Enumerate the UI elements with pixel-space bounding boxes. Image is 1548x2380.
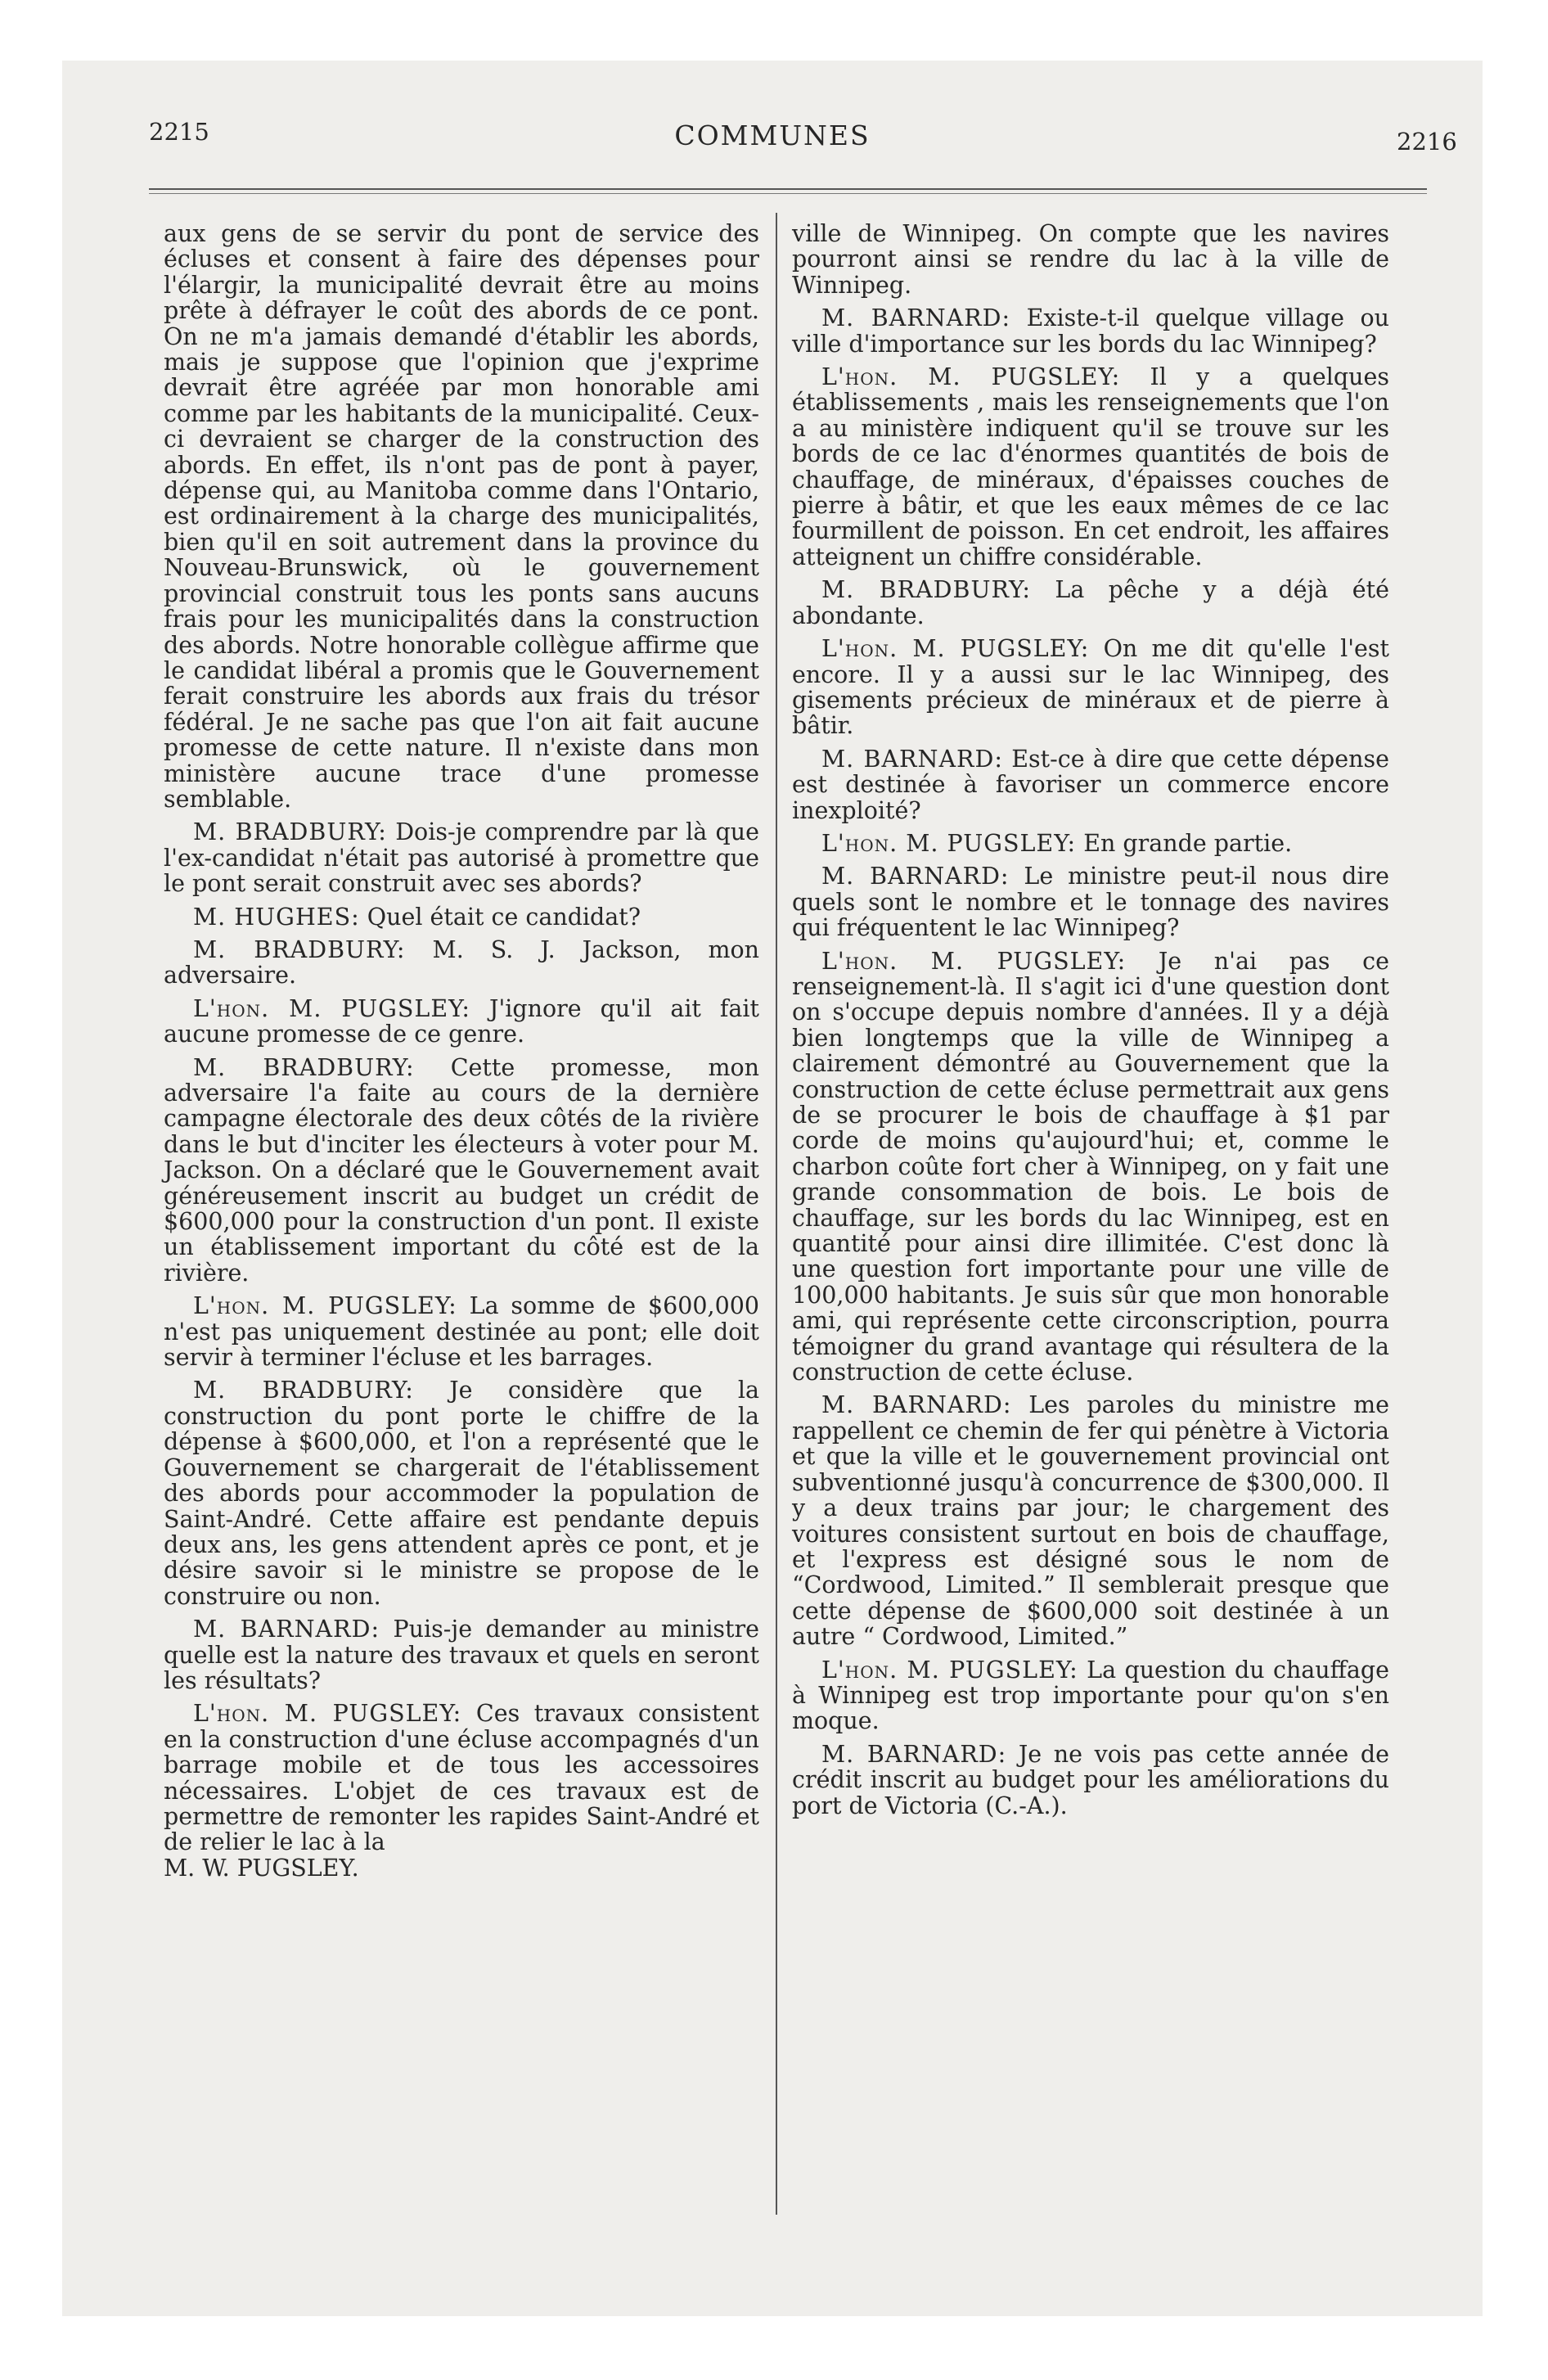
speaker: L'hon. M. PUGSLEY: [821,947,1127,975]
paragraph-text: Il y a quelques établissements , mais les renseignements que l'on a au ministère indiquent qu'il se trouve sur les bords de ce lac d'énormes quantités de bois de chauffage, de minéraux, d'épaisses couches de pierre à bâtir, et que les eaux mêmes de ce lac fourmillent de poisson. En cet endroit, les affaires atteignent un chiffre considérable. [792,363,1389,570]
speaker: L'hon. M. PUGSLEY: [193,994,471,1022]
paragraph-text: En grande partie. [1083,829,1293,857]
paragraph [164,996,759,1048]
paragraph [792,636,1389,739]
speaker: M. BARNARD: [821,745,1003,773]
paragraph-text: Je ne vois pas cette année de crédit inscrit au budget pour les améliorations du port de Victoria (C.-A.). [792,1740,1390,1819]
speaker: M. BARNARD: [821,863,1010,890]
paragraph-text: Est-ce à dire que cette dépense est destinée à favoriser un commerce encore inexploité? [792,745,1389,824]
page [62,61,1483,2316]
paragraph-text: Puis-je demander au ministre quelle est la nature des travaux et quels en seront les résultats? [164,1616,760,1694]
paragraph [792,746,1389,823]
paragraph [164,1701,759,1855]
paragraph-text: Je considère que la construction du pont porte le chiffre de la dépense à $600,000, et l'on a représenté que le Gouvernement se chargerait de l'établissement des abords pour accommoder la population de Saint-André. Cette affaire est pendante depuis deux ans, les gens attendent après ce pont, et je désire savoir si le ministre se propose de le construire ou non. [164,1377,759,1610]
paragraph-text: La somme de $600,000 n'est pas uniquement destinée au pont; elle doit servir à terminer l'écluse et les barrages. [164,1292,759,1372]
column-divider [776,213,777,2215]
paragraph [792,577,1389,629]
running-title: COMMUNES [674,119,871,151]
paragraph [792,1392,1389,1649]
speaker: L'hon. M. PUGSLEY: [193,1292,457,1320]
speaker: L'hon. M. PUGSLEY: [821,363,1121,391]
speaker: M. BRADBURY: [193,1053,415,1081]
paragraph-text: On me dit qu'elle l'est encore. Il y a aussi sur le lac Winnipeg, des gisements précieux de minéraux et de pierre à bâtir. [792,635,1389,740]
paragraph-text: Je n'ai pas ce renseignement-là. Il s'agit ici d'une question dont on s'occupe depuis nombre d'années. Il y a déjà bien longtemps que la ville de Winnipeg a clairement démontré au Gouvernement que la construction de cette écluse permettrait aux gens de se procurer le bois de chauffage à $1 par corde de moins qu'aujourd'hui; et, comme le charbon coûte fort cher à Winnipeg, on y fait une grande consommation de bois. Le bois de chauffage, sur les bords du lac Winnipeg, est en quantité pour ainsi dire illimitée. C'est donc là une question fort importante pour une ville de 100,000 habitants. Je suis sûr que mon honorable ami, qui représente cette circonscription, pourra témoigner du grand avantage qui résultera de la construction de cette écluse. [792,947,1389,1386]
paragraph [792,1657,1389,1734]
speaker: M. BARNARD: [193,1616,380,1643]
paragraph [792,364,1389,570]
paragraph-text: Le ministre peut-il nous dire quels sont le nombre et le tonnage des navires qui fréquentent le lac Winnipeg? [792,863,1389,942]
speaker: L'hon. M. PUGSLEY: [193,1700,462,1728]
paragraph [792,863,1389,940]
paragraph-text: Les paroles du ministre me rappellent ce chemin de fer qui pénètre à Victoria et que la ville et le gouvernement provincial ont subventionné jusqu'à concurrence de $300,000. Il y a deux trains par jour; le chargement des voitures consistent surtout en bois de chauffage, et l'express est désigné sous le nom de “Cordwood, Limited.” Il semblerait presque que cette dépense de $600,000 soit destinée à un autre “ Cordwood, Limited.” [792,1391,1390,1651]
paragraph-text: Ces travaux consistent en la construction d'une écluse accompagnés d'un barrage mobile et de tous les accessoires nécessaires. L'objet de ces travaux est de permettre de remonter les rapides Saint-André et de relier le lac à la [164,1700,759,1856]
paragraph [164,1616,759,1693]
paragraph [792,1742,1389,1819]
speaker: M. BARNARD: [821,1391,1012,1419]
paragraph-text: aux gens de se servir du pont de service des écluses et consent à faire des dépenses pour l'élargir, la municipalité devrait être au moins prête à défrayer le coût des abords de ce pont. On ne m'a jamais demandé d'établir les abords, mais je suppose que l'opinion que j'exprime devrait être agréée par mon honorable ami comme par les habitants de la municipalité. Ceux-ci devraient se charger de la construction des abords. En effet, ils n'ont pas de pont à payer, dépense qui, au Manitoba comme dans l'Ontario, est ordinairement à la charge des municipalités, bien qu'il en soit autrement dans la province du Nouveau-Brunswick, où le gouvernement provincial construit tous les ponts sans aucuns frais pour les municipalités dans la construction des abords. Notre honorable collègue affirme que le candidat libéral a promis que le Gouvernement ferait construire les abords aux frais du trésor fédéral. Je ne sache pas que l'on ait fait aucune promesse de cette nature. Il n'existe dans mon ministère aucune trace d'une promesse semblable. [164,220,759,813]
speaker: M. BARNARD: [821,304,1011,332]
paragraph-text: La question du chauffage à Winnipeg est trop importante pour qu'on s'en moque. [792,1656,1389,1735]
paragraph [792,305,1389,357]
left-column [164,221,759,1888]
header-rule [149,188,1427,190]
paragraph-text: Existe-t-il quelque village ou ville d'importance sur les bords du lac Winnipeg? [792,304,1389,358]
paragraph-text: M. S. J. Jackson, mon adversaire. [164,935,760,989]
paragraph [164,1055,759,1287]
paragraph [164,221,759,812]
paragraph-text: ville de Winnipeg. On compte que les navires pourront ainsi se rendre du lac à la ville de Winnipeg. [792,220,1389,299]
speaker: M. BRADBURY: [821,576,1031,604]
speaker: M. BARNARD: [821,1740,1007,1768]
header-rule-thin [149,193,1427,194]
speaker: M. BRADBURY: [193,935,406,963]
page-number-right: 2216 [1397,128,1457,156]
paragraph-text: J'ignore qu'il ait fait aucune promesse de ce genre. [164,994,759,1048]
speaker: L'hon. M. PUGSLEY: [821,635,1090,663]
paragraph [792,831,1389,856]
paragraph [792,221,1389,298]
speaker: M. BRADBURY: [193,1377,414,1404]
speaker: M. BRADBURY: [193,818,387,846]
page-number-left: 2215 [149,118,209,146]
paragraph [164,904,759,930]
signature: M. W. PUGSLEY. [164,1854,359,1882]
paragraph [164,937,759,989]
paragraph [164,1293,759,1370]
paragraph-text: La pêche y a déjà été abondante. [792,576,1389,629]
paragraph-text: Dois-je comprendre par là que l'ex-candidat n'était pas autorisé à promettre que le pont serait construit avec ses abords? [164,818,760,898]
paragraph [164,1377,759,1609]
speaker: L'hon. M. PUGSLEY: [821,829,1077,857]
paragraph [164,819,759,896]
speaker: L'hon. M. PUGSLEY: [821,1656,1078,1684]
paragraph-text: Cette promesse, mon adversaire l'a faite au cours de la dernière campagne électorale des deux côtés de la rivière dans le but d'inciter les électeurs à voter pour M. Jackson. On a déclaré que le Gouvernement avait généreusement inscrit au budget un crédit de $600,000 pour la construction d'un pont. Il existe un établissement important du côté est de la rivière. [164,1053,760,1287]
right-column [792,221,1389,1826]
paragraph [792,949,1389,1386]
speaker: M. HUGHES: [193,903,360,931]
paragraph-text: Quel était ce candidat? [367,903,641,931]
